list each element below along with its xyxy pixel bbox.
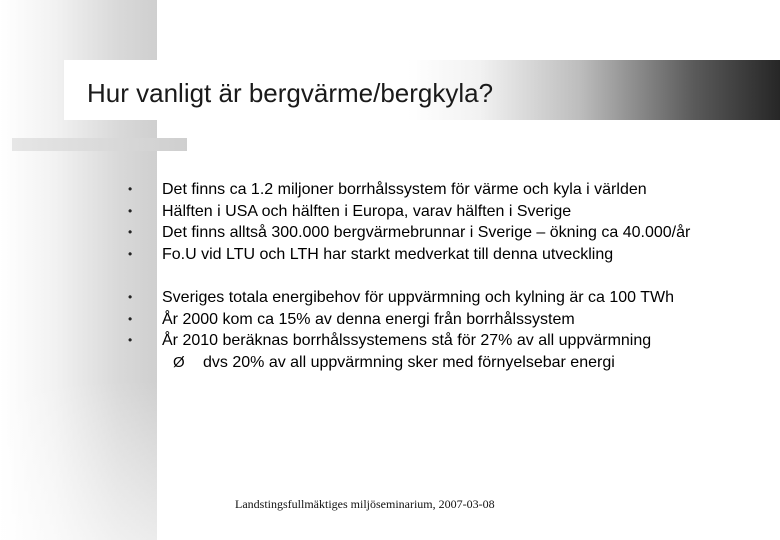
sub-list-item-text: dvs 20% av all uppvärmning sker med förnyelsebar energi: [203, 353, 615, 371]
bullet-icon: •: [128, 311, 133, 326]
left-background-fade: [0, 380, 157, 540]
bullet-icon: •: [128, 333, 133, 347]
sub-list-item: [128, 352, 778, 374]
bullet-icon: •: [128, 290, 133, 304]
bullet-icon: •: [128, 246, 133, 261]
bullet-group-1: [128, 179, 778, 265]
decorative-bar: [12, 138, 187, 151]
list-item: [128, 309, 778, 331]
bullet-icon: •: [128, 225, 133, 239]
list-item: [128, 222, 778, 244]
bullet-icon: •: [128, 203, 133, 218]
slide-footer: Landstingsfullmäktiges miljöseminarium, 2007-03-08: [235, 497, 495, 511]
list-item: [128, 244, 778, 266]
list-item-text: År 2010 beräknas borrhålssystemens stå för 27% av all uppvärmning: [162, 332, 652, 349]
list-item: [128, 287, 778, 309]
list-item-text: Det finns ca 1.2 miljoner borrhålssystem för värme och kyla i världen: [162, 181, 647, 198]
slide-title: Hur vanligt är bergvärme/bergkyla?: [87, 78, 494, 108]
arrow-bullet-icon: Ø: [173, 353, 185, 371]
bullet-group-2: [128, 287, 778, 374]
list-item-text: År 2000 kom ca 15% av denna energi från borrhålssystem: [162, 310, 575, 328]
list-item-text: Sveriges totala energibehov för uppvärmning och kylning är ca 100 TWh: [162, 289, 674, 306]
list-item: [128, 201, 778, 223]
list-item-text: Fo.U vid LTU och LTH har starkt medverkat till denna utveckling: [162, 245, 614, 263]
list-item-text: Det finns alltså 300.000 bergvärmebrunnar i Sverige – ökning ca 40.000/år: [162, 224, 691, 241]
list-item: [128, 330, 778, 352]
bullet-icon: •: [128, 182, 133, 196]
list-item-text: Hälften i USA och hälften i Europa, varav hälften i Sverige: [162, 202, 572, 220]
list-item: [128, 179, 778, 201]
